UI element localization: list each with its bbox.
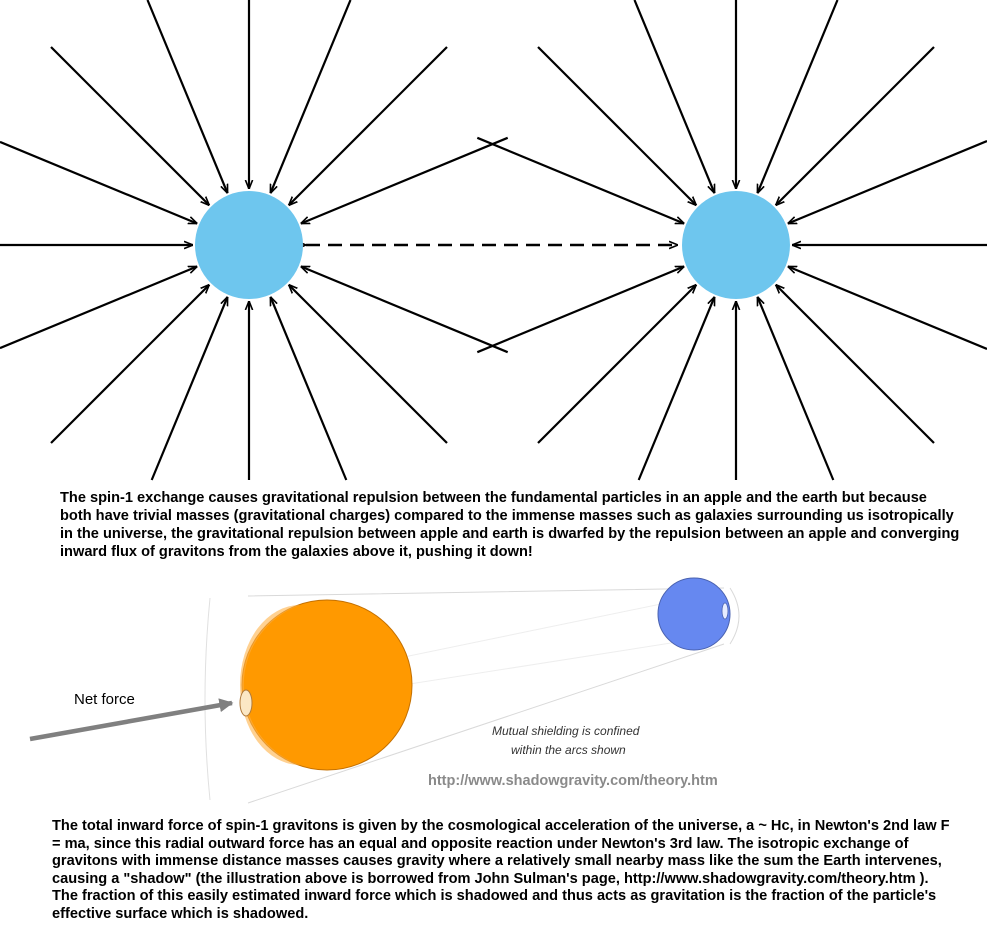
- graviton-ray: [148, 0, 228, 193]
- graviton-ray: [538, 47, 696, 205]
- graviton-ray: [477, 266, 684, 352]
- graviton-ray: [51, 285, 209, 443]
- graviton-ray: [776, 285, 934, 443]
- shielding-label-line1: Mutual shielding is confined: [492, 724, 640, 738]
- caption-top: The spin-1 exchange causes gravitational repulsion between the fundamental particles in an apple and the earth but because both have trivial masses (gravitational charges) compared to the immense masses such as galaxies surrounding us isotropically in the universe, the gravitational repulsion between apple and earth is dwarfed by the repulsion between an apple and converging inward flux of gravitons from the galaxies above it, pushing it down!: [60, 490, 960, 560]
- graviton-ray: [270, 297, 346, 480]
- moon-sphere: [658, 578, 730, 650]
- mass-right: [682, 191, 790, 299]
- source-url-label: http://www.shadowgravity.com/theory.htm: [428, 773, 718, 789]
- caption-bottom: The total inward force of spin-1 gravitons is given by the cosmological acceleration of the universe, a ~ Hc, in Newton's 2nd law F = ma, since this radial outward force has an equal and opposite reaction under Newton's 3rd law. The isotropic exchange of gravitons with immense distance masses causes gravity where a relatively small nearby mass like the sum the Earth intervenes, causing a "shadow" (the illustration above is borrowed from John Sulman's page, http://www.shadowgravity.com/theory.htm ). The fraction of this easily estimated inward force which is shadowed and thus acts as gravitation is the fraction of the particle's effective surface which is shadowed.: [52, 818, 950, 922]
- shielding-label-line2: within the arcs shown: [511, 743, 626, 757]
- graviton-ray: [301, 266, 508, 352]
- graviton-ray: [270, 0, 350, 193]
- graviton-ray: [51, 47, 209, 205]
- graviton-ray: [639, 297, 715, 480]
- graviton-ray: [757, 297, 833, 480]
- graviton-ray: [788, 141, 987, 224]
- graviton-ray: [757, 0, 837, 193]
- earth-shadow-spot: [240, 690, 252, 716]
- graviton-ray: [0, 266, 197, 348]
- graviton-ray: [289, 285, 447, 443]
- graviton-ray: [152, 297, 228, 480]
- mass-left: [195, 191, 303, 299]
- moon-shadow-spot: [722, 603, 728, 619]
- graviton-ray: [0, 142, 197, 224]
- net-force-arrow: [30, 703, 232, 739]
- graviton-ray: [635, 0, 715, 193]
- graviton-ray: [301, 138, 508, 224]
- net-force-label: Net force: [74, 691, 135, 708]
- graviton-ray: [538, 285, 696, 443]
- graviton-ray: [289, 47, 447, 205]
- graviton-ray: [776, 47, 934, 205]
- graviton-ray: [788, 266, 987, 349]
- graviton-ray: [477, 138, 684, 224]
